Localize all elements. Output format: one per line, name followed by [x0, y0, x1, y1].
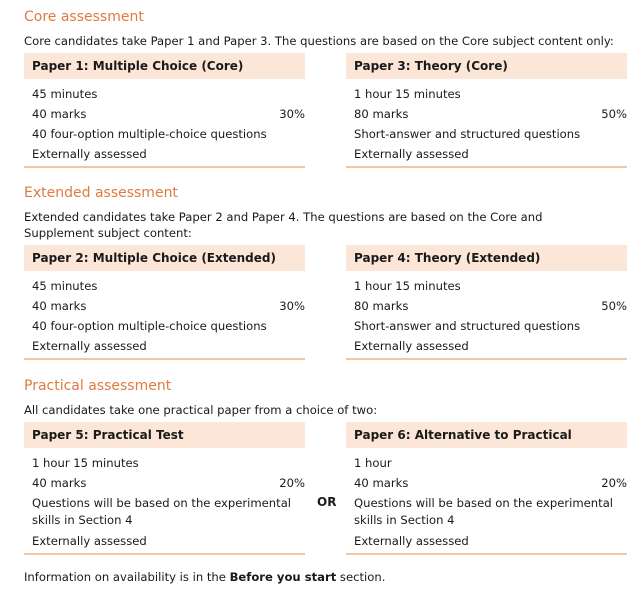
paper1-card: [24, 53, 305, 168]
paper4-marks: 80 marks: [354, 299, 409, 313]
paper1-weight: 30%: [279, 107, 305, 121]
paper4-divider: [346, 358, 627, 360]
paper3-heading: Paper 3: Theory (Core): [346, 53, 627, 79]
paper5-duration: 1 hour 15 minutes: [32, 456, 139, 470]
paper3-duration: 1 hour 15 minutes: [354, 87, 461, 101]
paper1-marks: 40 marks: [32, 107, 87, 121]
paper3-card: [346, 53, 627, 168]
availability-note-before: Information on availability is in the: [24, 570, 230, 584]
paper1-marks-row: [24, 104, 305, 124]
paper5-marks: 40 marks: [32, 476, 87, 490]
paper5-heading: Paper 5: Practical Test: [24, 422, 305, 448]
extended-intro: Extended candidates take Paper 2 and Paper 4. The questions are based on the Core and Supplement subject content:: [24, 210, 543, 240]
paper1-format: 40 four-option multiple-choice questions: [32, 127, 267, 141]
paper2-duration: 45 minutes: [32, 279, 98, 293]
paper1-assessed: Externally assessed: [32, 147, 147, 161]
core-intro: Core candidates take Paper 1 and Paper 3. The questions are based on the Core subject content only:: [24, 34, 614, 48]
paper5-card: [24, 422, 305, 555]
paper2-format: 40 four-option multiple-choice questions: [32, 319, 267, 333]
paper6-marks: 40 marks: [354, 476, 409, 490]
paper3-divider: [346, 166, 627, 168]
paper6-heading: Paper 6: Alternative to Practical: [346, 422, 627, 448]
practical-intro: All candidates take one practical paper from a choice of two:: [24, 403, 378, 417]
paper3-marks: 80 marks: [354, 107, 409, 121]
paper2-assessed: Externally assessed: [32, 339, 147, 353]
paper1-heading: Paper 1: Multiple Choice (Core): [24, 53, 305, 79]
paper3-weight: 50%: [601, 107, 627, 121]
paper3-assessed: Externally assessed: [354, 147, 469, 161]
paper5-format: Questions will be based on the experimental skills in Section 4: [32, 496, 292, 527]
paper6-card: [346, 422, 627, 555]
paper3-format: Short-answer and structured questions: [354, 127, 581, 141]
extended-assessment-title: Extended assessment: [24, 185, 178, 201]
paper6-format: Questions will be based on the experimental skills in Section 4: [354, 496, 614, 527]
practical-assessment-title: Practical assessment: [24, 378, 172, 394]
paper4-marks-row: [346, 296, 627, 316]
paper6-divider: [346, 553, 627, 555]
paper2-heading: Paper 2: Multiple Choice (Extended): [24, 245, 305, 271]
paper5-assessed: Externally assessed: [32, 534, 147, 548]
paper1-divider: [24, 166, 305, 168]
paper4-weight: 50%: [601, 299, 627, 313]
paper1-duration: 45 minutes: [32, 87, 98, 101]
paper2-marks-row: [24, 296, 305, 316]
paper4-assessed: Externally assessed: [354, 339, 469, 353]
paper4-format: Short-answer and structured questions: [354, 319, 581, 333]
availability-note: [24, 569, 385, 585]
paper5-weight: 20%: [279, 476, 305, 490]
before-you-start-ref: Before you start: [229, 570, 337, 584]
paper2-card: [24, 245, 305, 360]
paper2-divider: [24, 358, 305, 360]
paper6-weight: 20%: [601, 476, 627, 490]
paper6-marks-row: [346, 473, 627, 493]
paper4-card: [346, 245, 627, 360]
paper5-divider: [24, 553, 305, 555]
paper6-duration: 1 hour: [354, 456, 392, 470]
paper3-marks-row: [346, 104, 627, 124]
paper5-marks-row: [24, 473, 305, 493]
paper2-weight: 30%: [279, 299, 305, 313]
paper2-marks: 40 marks: [32, 299, 87, 313]
paper4-heading: Paper 4: Theory (Extended): [346, 245, 627, 271]
or-label: OR: [317, 495, 337, 509]
paper4-duration: 1 hour 15 minutes: [354, 279, 461, 293]
core-assessment-title: Core assessment: [24, 9, 144, 25]
paper6-assessed: Externally assessed: [354, 534, 469, 548]
availability-note-after: section.: [336, 570, 386, 584]
